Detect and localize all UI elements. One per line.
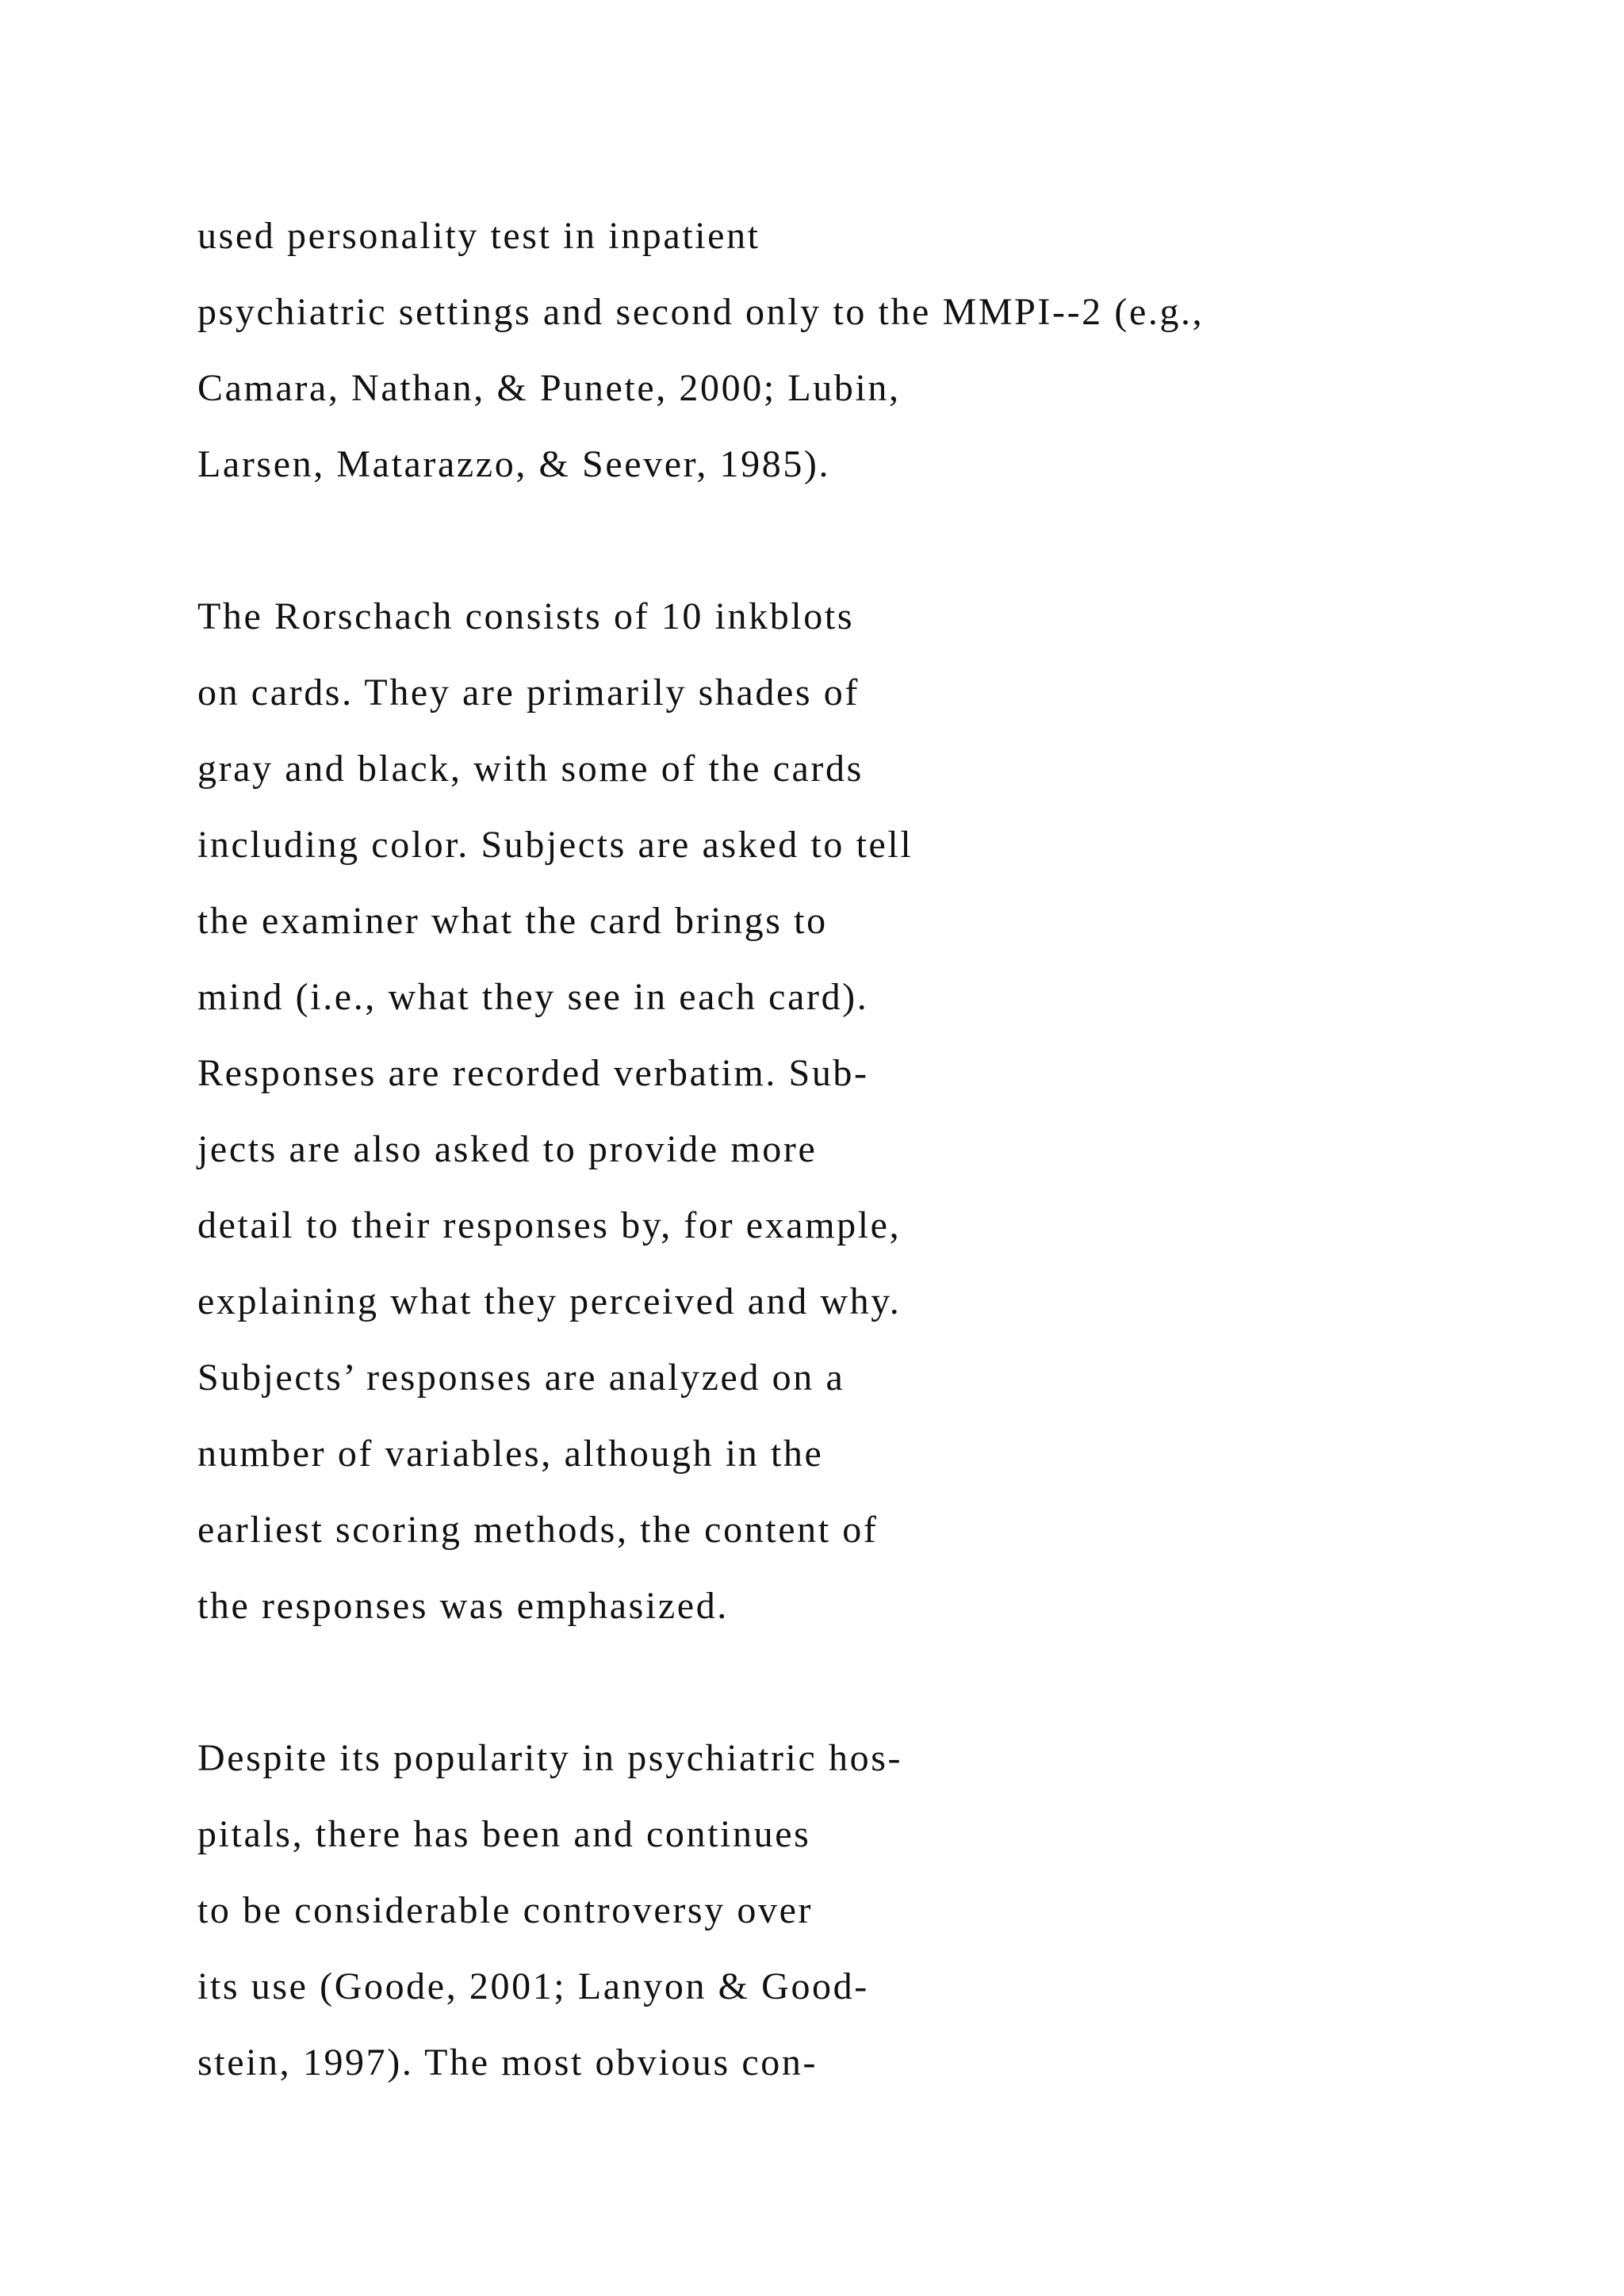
text-line: psychiatric settings and second only to the MMPI--2 (e.g., (197, 291, 1205, 333)
text-line: the examiner what the card brings to (197, 900, 828, 942)
text-line: Subjects’ responses are analyzed on a (197, 1357, 845, 1399)
text-line: Despite its popularity in psychiatric hos- (197, 1737, 903, 1779)
text-line: on cards. They are primarily shades of (197, 672, 860, 714)
paragraph-2 (197, 579, 1545, 1644)
text-line: pitals, there has been and continues (197, 1813, 811, 1855)
text-line: stein, 1997). The most obvious con- (197, 2042, 818, 2084)
text-line: to be considerable controversy over (197, 1889, 814, 1931)
paragraph-spacer (197, 1644, 1545, 1720)
body-text (197, 198, 1545, 2101)
text-line: including color. Subjects are asked to tell (197, 824, 914, 866)
text-line: used personality test in inpatient (197, 215, 760, 257)
paragraph-1 (197, 198, 1545, 503)
text-line: number of variables, although in the (197, 1433, 824, 1475)
paragraph-spacer (197, 503, 1545, 579)
text-line: mind (i.e., what they see in each card). (197, 976, 869, 1018)
text-line: The Rorschach consists of 10 inkblots (197, 595, 855, 637)
text-line: Camara, Nathan, & Punete, 2000; Lubin, (197, 367, 901, 409)
text-line: explaining what they perceived and why. (197, 1280, 902, 1322)
text-line: its use (Goode, 2001; Lanyon & Good- (197, 1965, 869, 2007)
text-line: Responses are recorded verbatim. Sub- (197, 1052, 869, 1094)
paragraph-3 (197, 1720, 1545, 2101)
text-line: jects are also asked to provide more (197, 1128, 818, 1170)
text-line: Larsen, Matarazzo, & Seever, 1985). (197, 443, 831, 485)
text-line: gray and black, with some of the cards (197, 748, 864, 790)
text-line: detail to their responses by, for example, (197, 1204, 902, 1246)
text-line: earliest scoring methods, the content of (197, 1509, 879, 1551)
text-line: the responses was emphasized. (197, 1585, 729, 1627)
